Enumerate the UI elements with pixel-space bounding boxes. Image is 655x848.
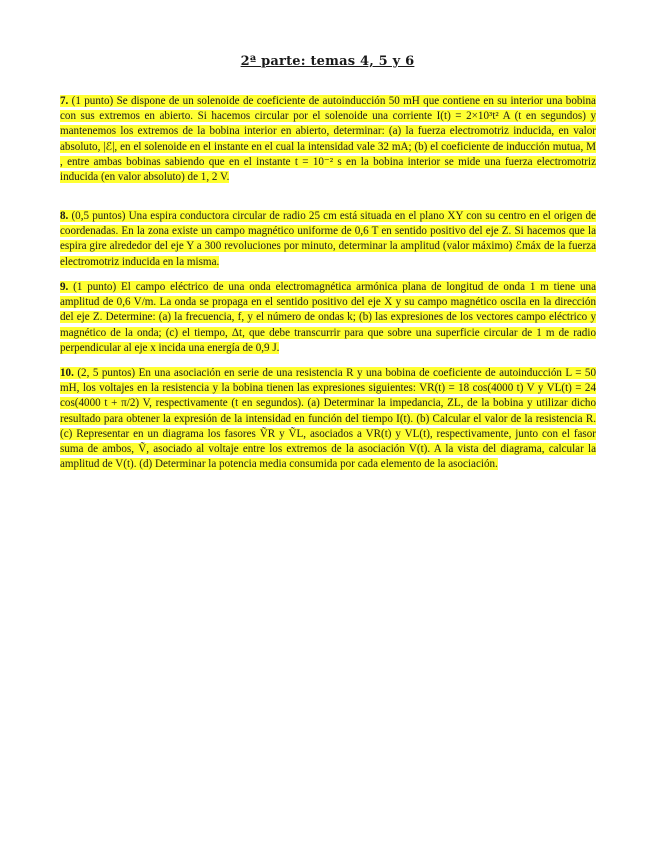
section-title: 2ª parte: temas 4, 5 y 6 [240, 54, 415, 69]
problem-text: Una espira conductora circular de radio 25 cm está situada en el plano XY con su centro en el origen de coordenadas. En la zona existe un campo magnético uniforme de 0,6 T en sentido positivo del eje Z. Si hacemos que la espira gire alrededor del eje Y a 300 revoluciones por minuto, determinar la amplitud (valor máximo) ℰmáx de la fuerza electromotriz inducida en la misma. [60, 210, 596, 268]
problem-text: En una asociación en serie de una resistencia R y una bobina de coeficiente de autoinducción L = 50 mH, los voltajes en la resistencia y la bobina tienen las expresiones siguientes: VR(t) = 18 cos(4000 t) V y VL(t) = 24 cos(4000 t + π/2) V, respectivamente (t en segundos). (a) Determinar la impedancia, ZL, de la bobina y utilizar dicho resultado para obtener la expresión de la intensidad en función del tiempo I(t). (b) Calcular el valor de la resistencia R. (c) Representar en un diagrama los fasores ṼR y ṼL, asociados a VR(t) y VL(t), respectivamente, junto con el fasor suma de ambos, Ṽ, asociado al voltaje entre los extremos de la asociación V(t). A la vista del diagrama, calcular la amplitud de V(t). (d) Determinar la potencia media consumida por cada elemento de la asociación. [60, 367, 597, 471]
problem-points: (0,5 puntos) [71, 210, 126, 222]
problem-8 [60, 209, 596, 270]
problem-10 [60, 366, 596, 472]
problem-number: 9. [60, 281, 69, 293]
problem-points: (1 punto) [71, 95, 114, 107]
problem-7 [60, 94, 596, 185]
problem-points: (2, 5 puntos) [77, 367, 136, 379]
problem-9 [60, 280, 596, 356]
problem-text: El campo eléctrico de una onda electromagnética armónica plana de longitud de onda 1 m tiene una amplitud de 0,6 V/m. La onda se propaga en el sentido positivo del eje X y su campo magnético oscila en la dirección del eje Z. Determine: (a) la frecuencia, f, y el número de ondas k; (b) las expresiones de los vectores campo eléctrico y magnético de la onda; (c) el tiempo, Δt, que debe transcurrir para que sobre una superficie circular de 1 m de radio perpendicular al eje x incida una energía de 0,9 J. [60, 281, 597, 354]
problem-number: 10. [60, 367, 74, 379]
problem-text: Se dispone de un solenoide de coeficiente de autoinducción 50 mH que contiene en su interior una bobina con sus extremos en abierto. Si hacemos circular por el solenoide una corriente I(t) = 2×10³t² A (t en segundos) y mantenemos los extremos de la bobina interior en abierto, determinar: (a) la fuerza electromotriz inducida, en valor absoluto, |ℰ|, en el solenoide en el instante en el cual la intensidad vale 32 mA; (b) el coeficiente de inducción mutua, M , entre ambas bobinas sabiendo que en el instante t = 10⁻² s en la bobina interior se mide una fuerza electromotriz inducida (en valor absoluto) de 1, 2 V. [60, 95, 596, 184]
problem-points: (1 punto) [73, 281, 117, 293]
problem-number: 8. [60, 210, 69, 222]
problem-number: 7. [60, 95, 69, 107]
